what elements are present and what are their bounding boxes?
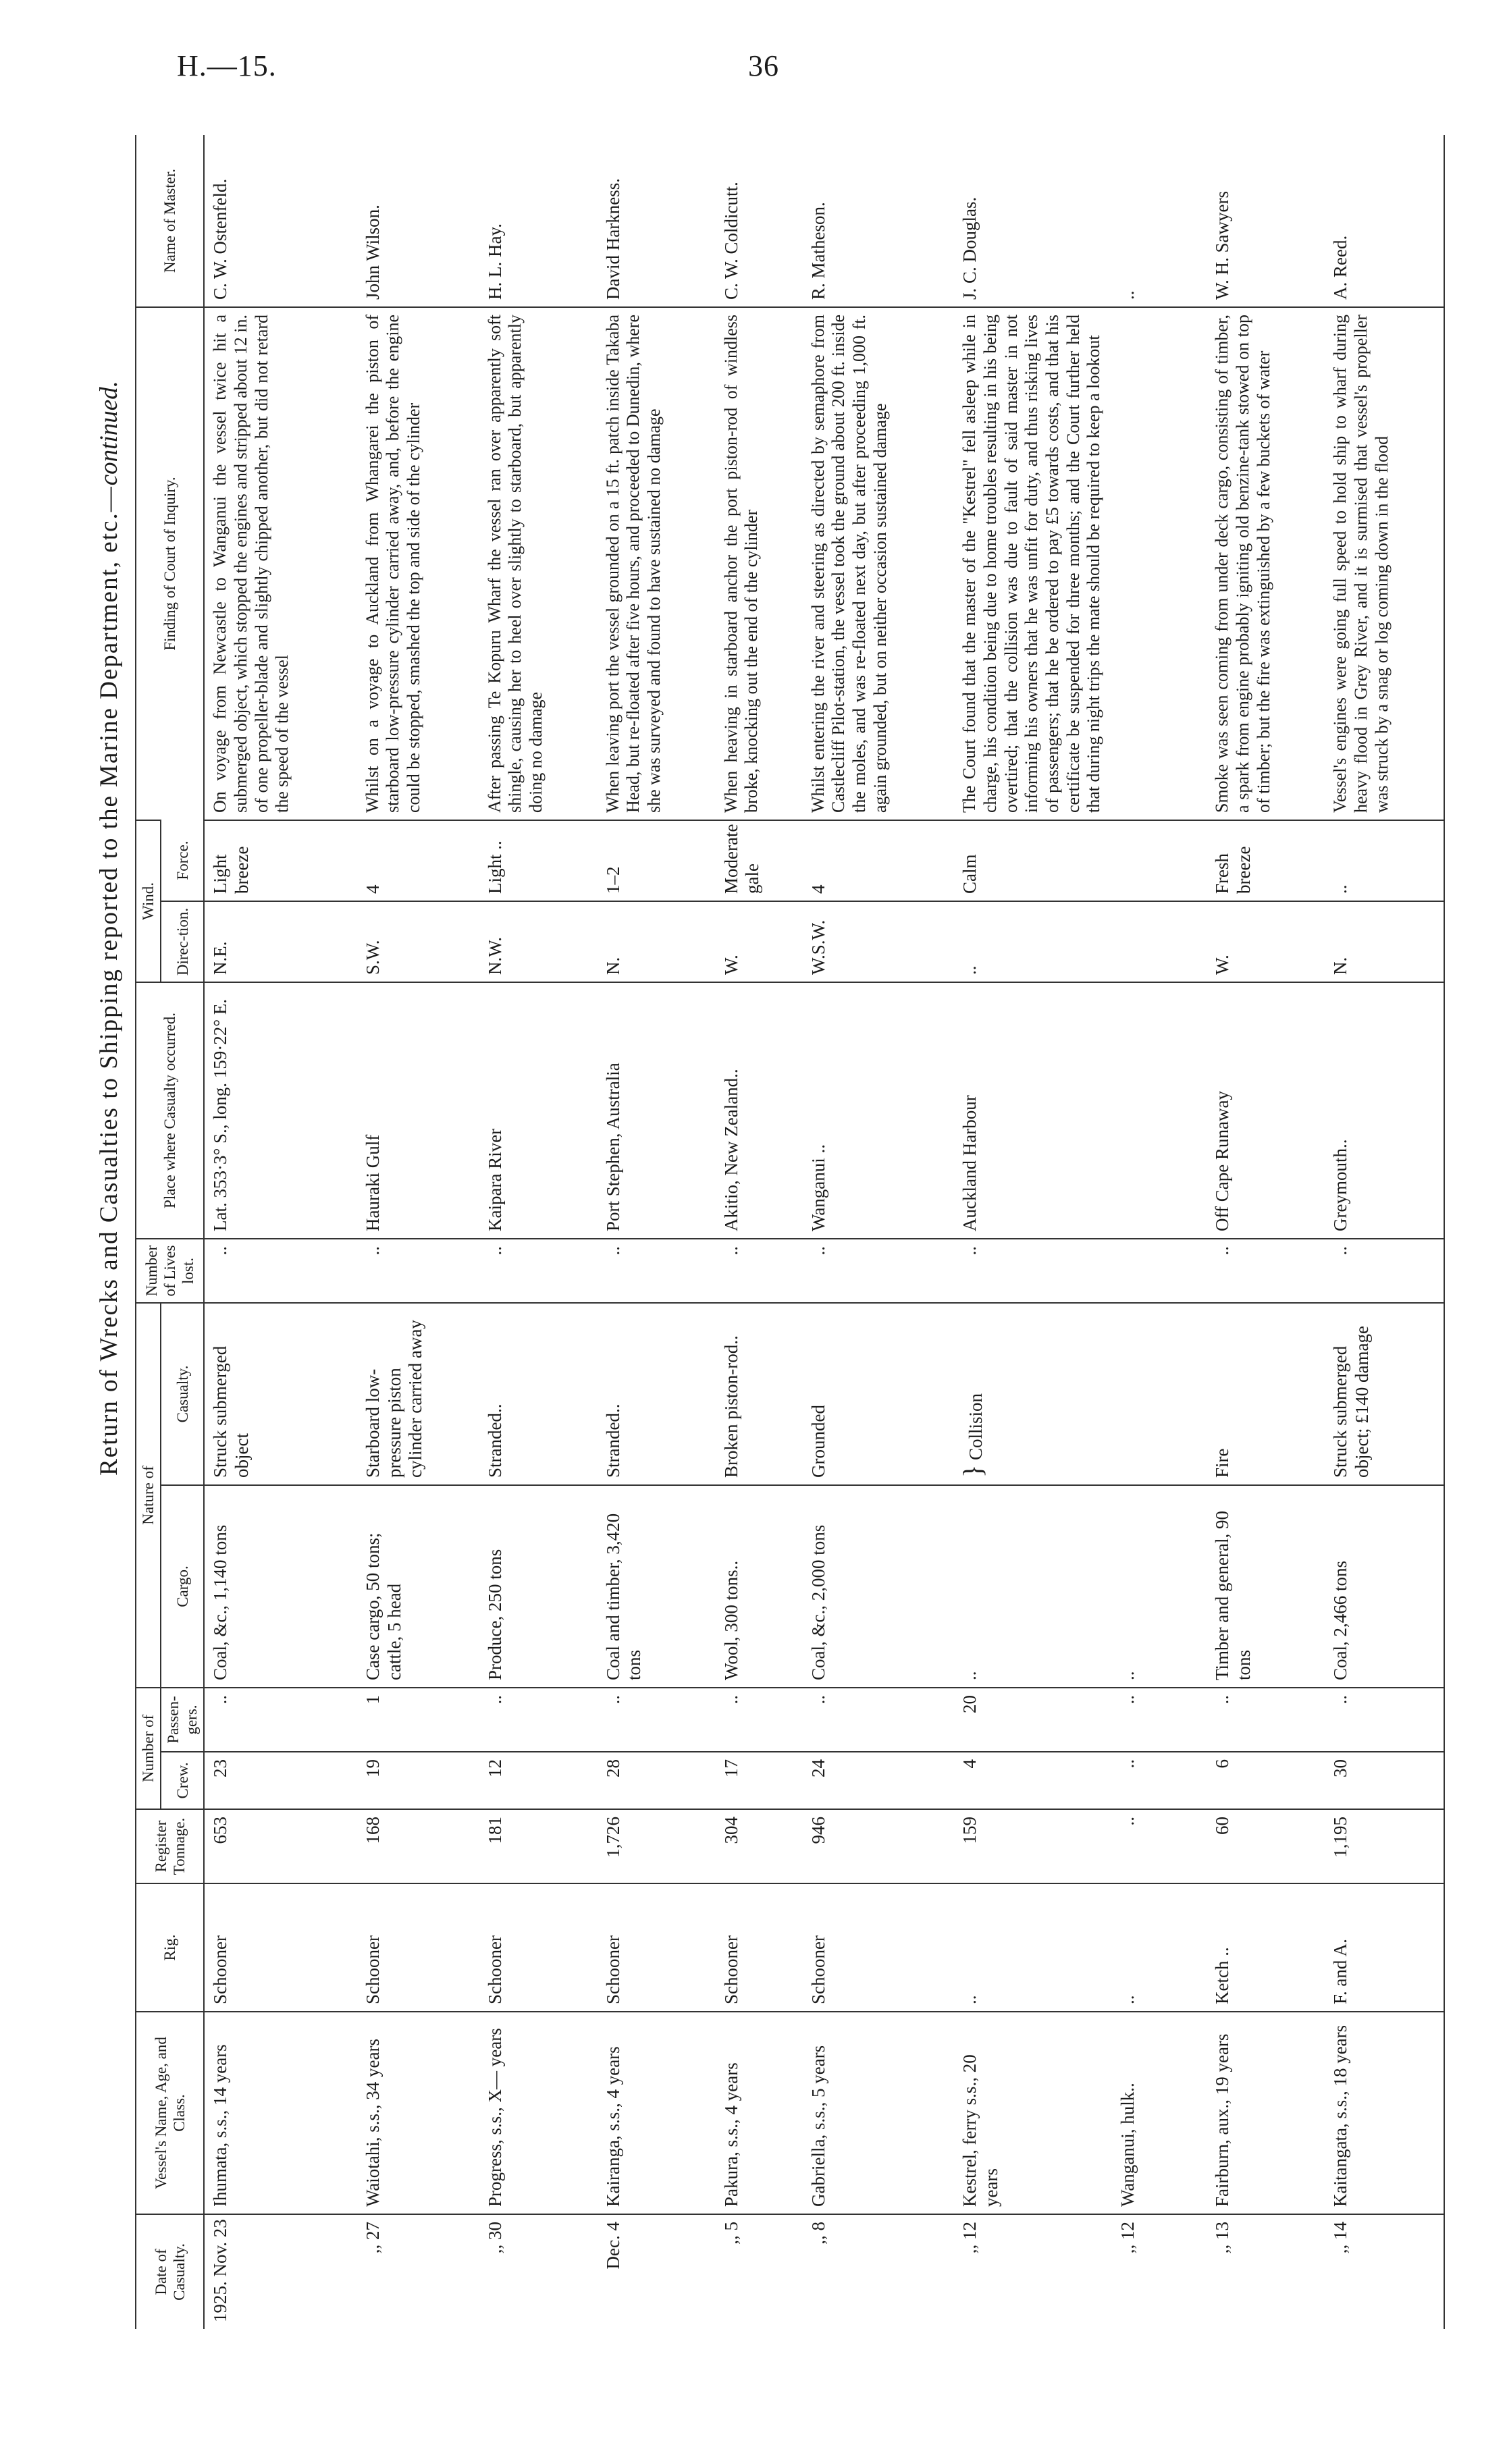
table-row: [598, 135, 716, 2329]
cell-rig: Schooner: [716, 1883, 803, 2012]
cell-finding: On voyage from Newcastle to Wanganui the vessel twice hit a submerged object, which stopped the engines and stripped about 12 in. of one propeller-blade and slightly chipped another, but did not retard the speed of the vessel: [204, 307, 356, 820]
cell-tonnage: 159: [954, 1809, 1112, 1883]
header-number-of: Number of: [136, 1688, 161, 1809]
cell-lives: ..: [357, 1239, 479, 1303]
header-tonnage: Register Tonnage.: [136, 1809, 204, 1883]
cell-casualty: Grounded: [803, 1303, 955, 1485]
cell-cargo: ..: [1112, 1485, 1207, 1688]
cell-force: Fresh breeze: [1207, 820, 1325, 901]
cell-finding: The Court found that the master of the "Kestrel" fell asleep while in charge, his condition being due to home troubles resulting in his being overtired; that the collision was due to fault of said master in not informing his owners that he was unfit for duty, and thus risking lives of passengers; that he be ordered to pay £5 towards costs, and that his certificate be suspended for three months; and the Court further held that during night trips the mate should be required to keep a lookout: [954, 307, 1207, 820]
cell-vessel: Wanganui, hulk..: [1112, 2012, 1207, 2214]
cell-crew: 30: [1325, 1752, 1444, 1809]
cell-crew: 24: [803, 1752, 955, 1809]
cell-casualty-text: Collision: [966, 1393, 986, 1461]
cell-casualty: Stranded..: [479, 1303, 598, 1485]
cell-tonnage: 304: [716, 1809, 803, 1883]
caption-main: Return of Wrecks and Casualties to Shipping reported to the Marine Department, etc.—: [95, 485, 123, 1476]
cell-crew: 6: [1207, 1752, 1325, 1809]
page-reference: H.—15.: [177, 49, 277, 82]
cell-vessel: Progress, s.s., X— years: [479, 2012, 598, 2214]
cell-crew: ..: [1112, 1752, 1207, 1809]
cell-crew: 4: [954, 1752, 1112, 1809]
cell-vessel: Gabriella, s.s., 5 years: [803, 2012, 955, 2214]
cell-cargo: ..: [954, 1485, 1112, 1688]
header-cargo: Cargo.: [161, 1485, 204, 1688]
cell-passengers: 1: [357, 1688, 479, 1752]
brace-icon: }: [957, 1464, 988, 1478]
cell-master: C. W. Coldicutt.: [720, 182, 741, 300]
cell-finding: When heaving in starboard anchor the port piston-rod of windless broke, knocking out the end of the cylinder: [716, 307, 803, 820]
cell-tonnage: 1,195: [1325, 1809, 1444, 1883]
cell-force: 4: [803, 820, 955, 901]
cell-finding: Whilst on a voyage to Auckland from Whangarei the piston of starboard low-pressure cylinder carried away, and, before the engine could be stopped, smashed the top and side of the cylinder: [357, 307, 479, 820]
cell-lives: ..: [479, 1239, 598, 1303]
table-row: [204, 135, 356, 2329]
cell-casualty: Starboard low-pressure piston cylinder carried away: [357, 1303, 479, 1485]
cell-passengers: ..: [716, 1688, 803, 1752]
cell-date: ,, 5: [716, 2214, 803, 2329]
cell-place: Wanganui ..: [803, 982, 955, 1239]
cell-passengers: ..: [479, 1688, 598, 1752]
cell-master: W. H. Sawyers: [1212, 191, 1233, 300]
header-date: Date of Casualty.: [136, 2214, 204, 2329]
cell-casualty: Broken piston-rod..: [716, 1303, 803, 1485]
cell-lives: ..: [803, 1239, 955, 1303]
cell-tonnage: 168: [357, 1809, 479, 1883]
cell-passengers: ..: [1207, 1688, 1325, 1752]
header-rig: Rig.: [136, 1883, 204, 2012]
cell-date: ,, 13: [1207, 2214, 1325, 2329]
cell-crew: 28: [598, 1752, 716, 1809]
table-row: [479, 135, 598, 2329]
cell-place: Auckland Harbour: [954, 982, 1207, 1239]
cell-place: Akitio, New Zealand..: [716, 982, 803, 1239]
cell-date: 1925. Nov. 23: [204, 2214, 356, 2329]
cell-finding: When leaving port the vessel grounded on a 15 ft. patch inside Takaba Head, but re-floated after five hours, and proceeded to Dunedin, where she was surveyed and found to have sustained no damage: [598, 307, 716, 820]
cell-finding: Smoke was seen coming from under deck cargo, consisting of timber, a spark from engine probably igniting old benzine-tank stowed on top of timber; but the fire was extinguished by a few buckets of water: [1207, 307, 1325, 820]
cell-date: ,, 12: [954, 2214, 1112, 2329]
cell-vessel: Fairburn, aux., 19 years: [1207, 2012, 1325, 2214]
cell-master: J. C. Douglas.: [959, 196, 980, 300]
cell-crew: 23: [204, 1752, 356, 1809]
cell-date: ,, 14: [1325, 2214, 1444, 2329]
cell-place: Port Stephen, Australia: [598, 982, 716, 1239]
cell-casualty: Struck submerged object: [204, 1303, 356, 1485]
cell-place: Greymouth..: [1325, 982, 1444, 1239]
table-row-collision-kestrel: [954, 135, 1112, 2329]
cell-cargo: Timber and general, 90 tons: [1207, 1485, 1325, 1688]
cell-direction: N.E.: [204, 901, 356, 982]
cell-cargo: Coal, &c., 2,000 tons: [803, 1485, 955, 1688]
cell-finding: Whilst entering the river and steering as directed by semaphore from Castlecliff Pilot-station, the vessel took the ground about 200 ft. inside the moles, and was re-floated next day, but after proceeding 1,000 ft. again grounded, but on neither occasion sustained damage: [803, 307, 955, 820]
cell-vessel: Kestrel, ferry s.s., 20 years: [954, 2012, 1112, 2214]
header-nature-of: Nature of: [136, 1303, 161, 1688]
cell-crew: 19: [357, 1752, 479, 1809]
cell-vessel: Waiotahi, s.s., 34 years: [357, 2012, 479, 2214]
cell-finding: After passing Te Kopuru Wharf the vessel ran over apparently soft shingle, causing her to heel over slightly to starboard, but apparently doing no damage: [479, 307, 598, 820]
header-passengers: Passen-gers.: [161, 1688, 204, 1752]
table-row: [716, 135, 803, 2329]
cell-rig: Ketch ..: [1207, 1883, 1325, 2012]
cell-direction: S.W.: [357, 901, 479, 982]
header-wind: Wind.: [136, 820, 161, 982]
header-crew: Crew.: [161, 1752, 204, 1809]
cell-date: Dec. 4: [598, 2214, 716, 2329]
cell-rig: Schooner: [479, 1883, 598, 2012]
casualty-table-rotated: [135, 135, 1445, 2329]
cell-rig: ..: [954, 1883, 1112, 2012]
table-row: [1207, 135, 1325, 2329]
cell-casualty: Fire: [1207, 1303, 1325, 1485]
table-row: [803, 135, 955, 2329]
cell-passengers: ..: [1112, 1688, 1207, 1752]
cell-lives: ..: [1325, 1239, 1444, 1303]
table-row: [1325, 135, 1444, 2329]
cell-direction: N.W.: [479, 901, 598, 982]
cell-rig: Schooner: [598, 1883, 716, 2012]
cell-cargo: Coal, 2,466 tons: [1325, 1485, 1444, 1688]
cell-casualty: Struck submerged object; £140 damage: [1325, 1303, 1444, 1485]
cell-crew: 17: [716, 1752, 803, 1809]
cell-direction: W.: [1207, 901, 1325, 982]
header-wind-direction: Direc-tion.: [161, 901, 204, 982]
cell-cargo: Coal and timber, 3,420 tons: [598, 1485, 716, 1688]
header-place: Place where Casualty occurred.: [136, 982, 204, 1239]
cell-tonnage: 60: [1207, 1809, 1325, 1883]
cell-rig: F. and A.: [1325, 1883, 1444, 2012]
cell-date: ,, 12: [1112, 2214, 1207, 2329]
cell-date: ,, 27: [357, 2214, 479, 2329]
cell-passengers: ..: [598, 1688, 716, 1752]
cell-passengers: ..: [204, 1688, 356, 1752]
cell-cargo: Coal, &c., 1,140 tons: [204, 1485, 356, 1688]
cell-master: John Wilson.: [362, 205, 383, 300]
cell-master: C. W. Ostenfeld.: [210, 178, 231, 300]
cell-force: 4: [357, 820, 479, 901]
cell-tonnage: 181: [479, 1809, 598, 1883]
cell-master: H. L. Hay.: [484, 223, 505, 300]
header-vessel: Vessel's Name, Age, and Class.: [136, 2012, 204, 2214]
cell-tonnage: ..: [1112, 1809, 1207, 1883]
cell-master: David Harkness.: [602, 178, 623, 300]
cell-direction: ..: [954, 901, 1207, 982]
cell-vessel: Kairanga, s.s., 4 years: [598, 2012, 716, 2214]
cell-rig: Schooner: [204, 1883, 356, 2012]
cell-rig: Schooner: [803, 1883, 955, 2012]
cell-date: ,, 8: [803, 2214, 955, 2329]
cell-tonnage: 653: [204, 1809, 356, 1883]
header-finding: Finding of Court of Inquiry.: [136, 307, 204, 820]
cell-force: Light ..: [479, 820, 598, 901]
cell-lives: ..: [598, 1239, 716, 1303]
header-lives-lost: Number of Lives lost.: [136, 1239, 204, 1303]
cell-lives: ..: [1207, 1239, 1325, 1303]
page-number: 36: [748, 49, 779, 82]
cell-place: Hauraki Gulf: [357, 982, 479, 1239]
cell-place: Lat. 353·3° S., long. 159·22° E.: [204, 982, 356, 1239]
cell-force: ..: [1325, 820, 1444, 901]
cell-direction: W.: [716, 901, 803, 982]
cell-lives: ..: [716, 1239, 803, 1303]
cell-crew: 12: [479, 1752, 598, 1809]
cell-place: Kaipara River: [479, 982, 598, 1239]
cell-master: A. Reed.: [1325, 135, 1444, 307]
cell-vessel: Pakura, s.s., 4 years: [716, 2012, 803, 2214]
header-casualty: Casualty.: [161, 1303, 204, 1485]
cell-direction: N.: [598, 901, 716, 982]
cell-passengers: 20: [954, 1688, 1112, 1752]
cell-casualty: [954, 1303, 1207, 1485]
cell-tonnage: 946: [803, 1809, 955, 1883]
cell-vessel: Ihumata, s.s., 14 years: [204, 2012, 356, 2214]
cell-date: ,, 30: [479, 2214, 598, 2329]
cell-direction: W.S.W.: [803, 901, 955, 982]
cell-vessel: Kaitangata, s.s., 18 years: [1325, 2012, 1444, 2214]
cell-force: Moderate gale: [716, 820, 803, 901]
cell-cargo: Produce, 250 tons: [479, 1485, 598, 1688]
table-row: [357, 135, 479, 2329]
casualty-table: [135, 135, 1445, 2329]
header-wind-force: Force.: [161, 820, 204, 901]
cell-rig: ..: [1112, 1883, 1207, 2012]
cell-finding: Vessel's engines were going full speed to hold ship to wharf during heavy flood in Grey River, and it is surmised that vessel's propeller was struck by a snag or log coming down in the flood: [1325, 307, 1444, 820]
caption-continued: continued.: [95, 381, 123, 486]
cell-master: R. Matheson.: [808, 202, 828, 300]
cell-lives: ..: [204, 1239, 356, 1303]
cell-passengers: ..: [803, 1688, 955, 1752]
cell-casualty: Stranded..: [598, 1303, 716, 1485]
cell-direction: N.: [1325, 901, 1444, 982]
cell-master: ..: [1117, 290, 1138, 300]
cell-force: Calm: [954, 820, 1207, 901]
cell-tonnage: 1,726: [598, 1809, 716, 1883]
table-caption: [95, 270, 124, 1586]
header-master: Name of Master.: [136, 135, 204, 307]
cell-lives: ..: [954, 1239, 1207, 1303]
cell-force: Light breeze: [204, 820, 356, 901]
cell-force: 1–2: [598, 820, 716, 901]
cell-rig: Schooner: [357, 1883, 479, 2012]
cell-place: Off Cape Runaway: [1207, 982, 1325, 1239]
cell-cargo: Wool, 300 tons..: [716, 1485, 803, 1688]
cell-passengers: ..: [1325, 1688, 1444, 1752]
cell-cargo: Case cargo, 50 tons; cattle, 5 head: [357, 1485, 479, 1688]
